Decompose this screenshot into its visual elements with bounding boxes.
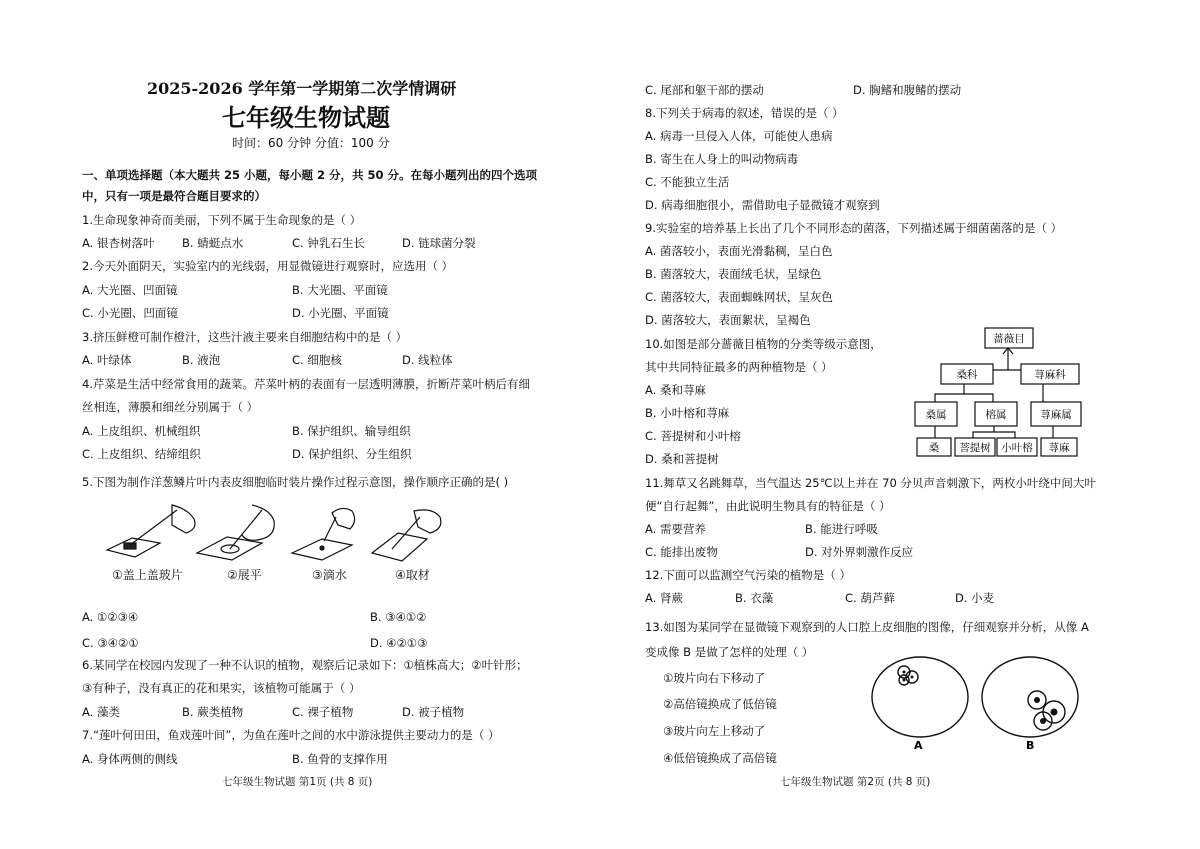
q4-option-b[interactable]: B. 保护组织、输导组织 [292, 424, 411, 438]
time-score-line: 时间：60 分钟 分值：100 分 [232, 136, 390, 150]
q1-option-b[interactable]: B. 蜻蜓点水 [182, 236, 244, 250]
q1-option-c[interactable]: C. 钟乳石生长 [292, 236, 365, 250]
q10-option-d[interactable]: D. 桑和菩提树 [645, 452, 719, 466]
q3-stem: 3.挤压鲜橙可制作橙汁，这些汁液主要来自细胞结构中的是（ ） [82, 330, 408, 344]
step-spread-drawing [197, 505, 274, 560]
q7-option-d[interactable]: D. 胸鳍和腹鳍的摆动 [853, 83, 962, 97]
q12-option-c[interactable]: C. 葫芦藓 [845, 591, 895, 605]
q2-option-c[interactable]: C. 小光圈、凹面镜 [82, 306, 178, 320]
q8-option-d[interactable]: D. 病毒细胞很小，需借助电子显微镜才观察到 [645, 198, 880, 212]
q6-option-c[interactable]: C. 裸子植物 [292, 705, 354, 719]
q3-option-a[interactable]: A. 叶绿体 [82, 353, 132, 367]
q13-stem-cont: 变成像 B 是做了怎样的处理（ ） [645, 645, 814, 659]
q9-option-d[interactable]: D. 菌落较大，表面絮状，呈褐色 [645, 313, 811, 327]
q7-option-b[interactable]: B. 鱼骨的支撑作用 [292, 752, 388, 766]
view-a-circle [872, 657, 968, 737]
view-a-label: A [914, 739, 923, 752]
q3-option-b[interactable]: B. 液泡 [182, 353, 221, 367]
q12-stem: 12.下面可以监测空气污染的植物是（ ） [645, 568, 851, 582]
q10-stem: 10.如图是部分蔷薇目植物的分类等级示意图， [645, 337, 882, 351]
q8-stem: 8.下列关于病毒的叙述，错误的是（ ） [645, 106, 844, 120]
q5-step-4: ④取材 [395, 568, 430, 582]
q10-stem-cont: 其中共同特征最多的两种植物是（ ） [645, 360, 833, 374]
q5-step-2: ②展平 [227, 568, 262, 582]
q9-option-b[interactable]: B. 菌落较大，表面绒毛状，呈绿色 [645, 267, 822, 281]
q10-option-b[interactable]: B. 小叶榕和荨麻 [645, 406, 730, 420]
q13-choice-4[interactable]: ④低倍镜换成了高倍镜 [663, 751, 777, 765]
q11-stem-cont: 便“自行起舞”，由此说明生物具有的特征是（ ） [645, 499, 891, 513]
tree-order-label: 蔷薇目 [993, 333, 1025, 345]
q9-option-a[interactable]: A. 菌落较小，表面光滑黏稠，呈白色 [645, 244, 833, 258]
tree-genus-1-label: 桑属 [925, 409, 947, 421]
tree-species-4-label: 荨麻 [1048, 442, 1070, 454]
q2-option-d[interactable]: D. 小光圈、平面镜 [292, 306, 389, 320]
q6-option-a[interactable]: A. 藻类 [82, 705, 120, 719]
q5-step-1: ①盖上盖玻片 [112, 568, 183, 582]
tree-genus-3-label: 荨麻属 [1040, 409, 1072, 421]
q8-option-b[interactable]: B. 寄生在人身上的叫动物病毒 [645, 152, 799, 166]
q7-option-a[interactable]: A. 身体两侧的侧线 [82, 752, 178, 766]
q10-classification-tree [913, 326, 1113, 458]
view-b-circle [982, 657, 1078, 737]
q12-option-a[interactable]: A. 肾蕨 [645, 591, 683, 605]
q11-stem: 11.舞草又名跳舞草，当气温达 25℃以上并在 70 分贝声音刺激下，两枚小叶绕中间大叶 [645, 476, 1096, 490]
q1-stem: 1.生命现象神奇而美丽，下列不属于生命现象的是（ ） [82, 213, 362, 227]
left-page [82, 0, 562, 849]
q7-option-c[interactable]: C. 尾部和躯干部的摆动 [645, 83, 764, 97]
section-heading-cont: 中，只有一项是最符合题目要求的） [82, 189, 266, 203]
tree-species-2-label: 菩提树 [959, 442, 991, 454]
q5-option-c[interactable]: C. ③④②① [82, 636, 139, 650]
q5-stem: 5.下图为制作洋葱鳞片叶内表皮细胞临时装片操作过程示意图，操作顺序正确的是( ) [82, 475, 509, 489]
q2-option-a[interactable]: A. 大光圈、凹面镜 [82, 283, 178, 297]
q11-option-c[interactable]: C. 能排出废物 [645, 545, 718, 559]
subject-title: 七年级生物试题 [222, 103, 390, 132]
q13-choice-2[interactable]: ②高倍镜换成了低倍镜 [663, 697, 777, 711]
q9-stem: 9.实验室的培养基上长出了几个不同形态的菌落，下列描述属于细菌菌落的是（ ） [645, 221, 1063, 235]
q10-option-c[interactable]: C. 菩提树和小叶榕 [645, 429, 741, 443]
q4-option-c[interactable]: C. 上皮组织、结缔组织 [82, 447, 201, 461]
q12-option-b[interactable]: B. 衣藻 [735, 591, 774, 605]
q5-procedure-illustration [102, 505, 452, 565]
q3-option-c[interactable]: C. 细胞核 [292, 353, 342, 367]
q3-option-d[interactable]: D. 线粒体 [402, 353, 453, 367]
tree-species-3-label: 小叶榕 [1001, 442, 1033, 454]
q1-option-d[interactable]: D. 链球菌分裂 [402, 236, 476, 250]
q5-option-a[interactable]: A. ①②③④ [82, 610, 139, 624]
q11-option-b[interactable]: B. 能进行呼吸 [805, 522, 878, 536]
tree-family-1-label: 桑科 [956, 369, 978, 381]
q4-stem-cont: 丝相连，薄膜和细丝分别属于（ ） [82, 400, 259, 414]
q4-stem: 4.芹菜是生活中经常食用的蔬菜。芹菜叶柄的表面有一层透明薄膜，折断芹菜叶柄后有细 [82, 377, 530, 391]
q13-choice-1[interactable]: ①玻片向右下移动了 [663, 671, 766, 685]
left-page-footer: 七年级生物试题 第1页 (共 8 页) [222, 776, 373, 788]
q13-microscope-views [870, 655, 1090, 755]
q6-option-b[interactable]: B. 蕨类植物 [182, 705, 244, 719]
q9-option-c[interactable]: C. 菌落较大，表面蜘蛛网状，呈灰色 [645, 290, 833, 304]
q12-option-d[interactable]: D. 小麦 [955, 591, 995, 605]
q11-option-a[interactable]: A. 需要营养 [645, 522, 706, 536]
step-drip-drawing [292, 508, 355, 560]
q4-option-a[interactable]: A. 上皮组织、机械组织 [82, 424, 201, 438]
view-b-label: B [1026, 739, 1035, 752]
q7-stem: 7.“莲叶何田田，鱼戏莲叶间”，为鱼在莲叶之间的水中游泳提供主要动力的是（ ） [82, 728, 500, 742]
q10-option-a[interactable]: A. 桑和荨麻 [645, 383, 706, 397]
q5-option-b[interactable]: B. ③④①② [370, 610, 427, 624]
q8-option-a[interactable]: A. 病毒一旦侵入人体，可能使人患病 [645, 129, 833, 143]
q8-option-c[interactable]: C. 不能独立生活 [645, 175, 730, 189]
exam-title: 2025-2026 学年第一学期第二次学情调研 [147, 79, 457, 98]
step-take-material-drawing [372, 510, 441, 561]
q13-stem: 13.如图为某同学在显微镜下观察到的人口腔上皮细胞的图像，仔细观察并分析，从像 A [645, 620, 1089, 634]
q4-option-d[interactable]: D. 保护组织、分生组织 [292, 447, 412, 461]
q2-option-b[interactable]: B. 大光圈、平面镜 [292, 283, 388, 297]
q6-stem: 6.某同学在校园内发现了一种不认识的植物，观察后记录如下：①植株高大；②叶针形； [82, 658, 528, 672]
q2-stem: 2.今天外面阴天，实验室内的光线弱，用显微镜进行观察时，应选用（ ） [82, 259, 454, 273]
step-cover-slip-drawing [107, 505, 195, 557]
tree-family-2-label: 荨麻科 [1034, 369, 1066, 381]
q5-option-d[interactable]: D. ④②①③ [370, 636, 428, 650]
right-page [645, 0, 1115, 849]
q13-choice-3[interactable]: ③玻片向左上移动了 [663, 724, 766, 738]
tree-genus-2-label: 榕属 [985, 409, 1007, 421]
q6-option-d[interactable]: D. 被子植物 [402, 705, 465, 719]
q1-option-a[interactable]: A. 银杏树落叶 [82, 236, 155, 250]
tree-species-1-label: 桑 [928, 442, 940, 454]
q11-option-d[interactable]: D. 对外界刺激作反应 [805, 545, 914, 559]
q6-stem-cont: ③有种子，没有真正的花和果实，该植物可能属于（ ） [82, 681, 361, 695]
section-heading: 一、单项选择题（本大题共 25 小题，每小题 2 分，共 50 分。在每小题列出的四个选项 [82, 168, 538, 182]
q5-step-3: ③滴水 [312, 568, 347, 582]
right-page-footer: 七年级生物试题 第2页 (共 8 页) [780, 776, 931, 788]
